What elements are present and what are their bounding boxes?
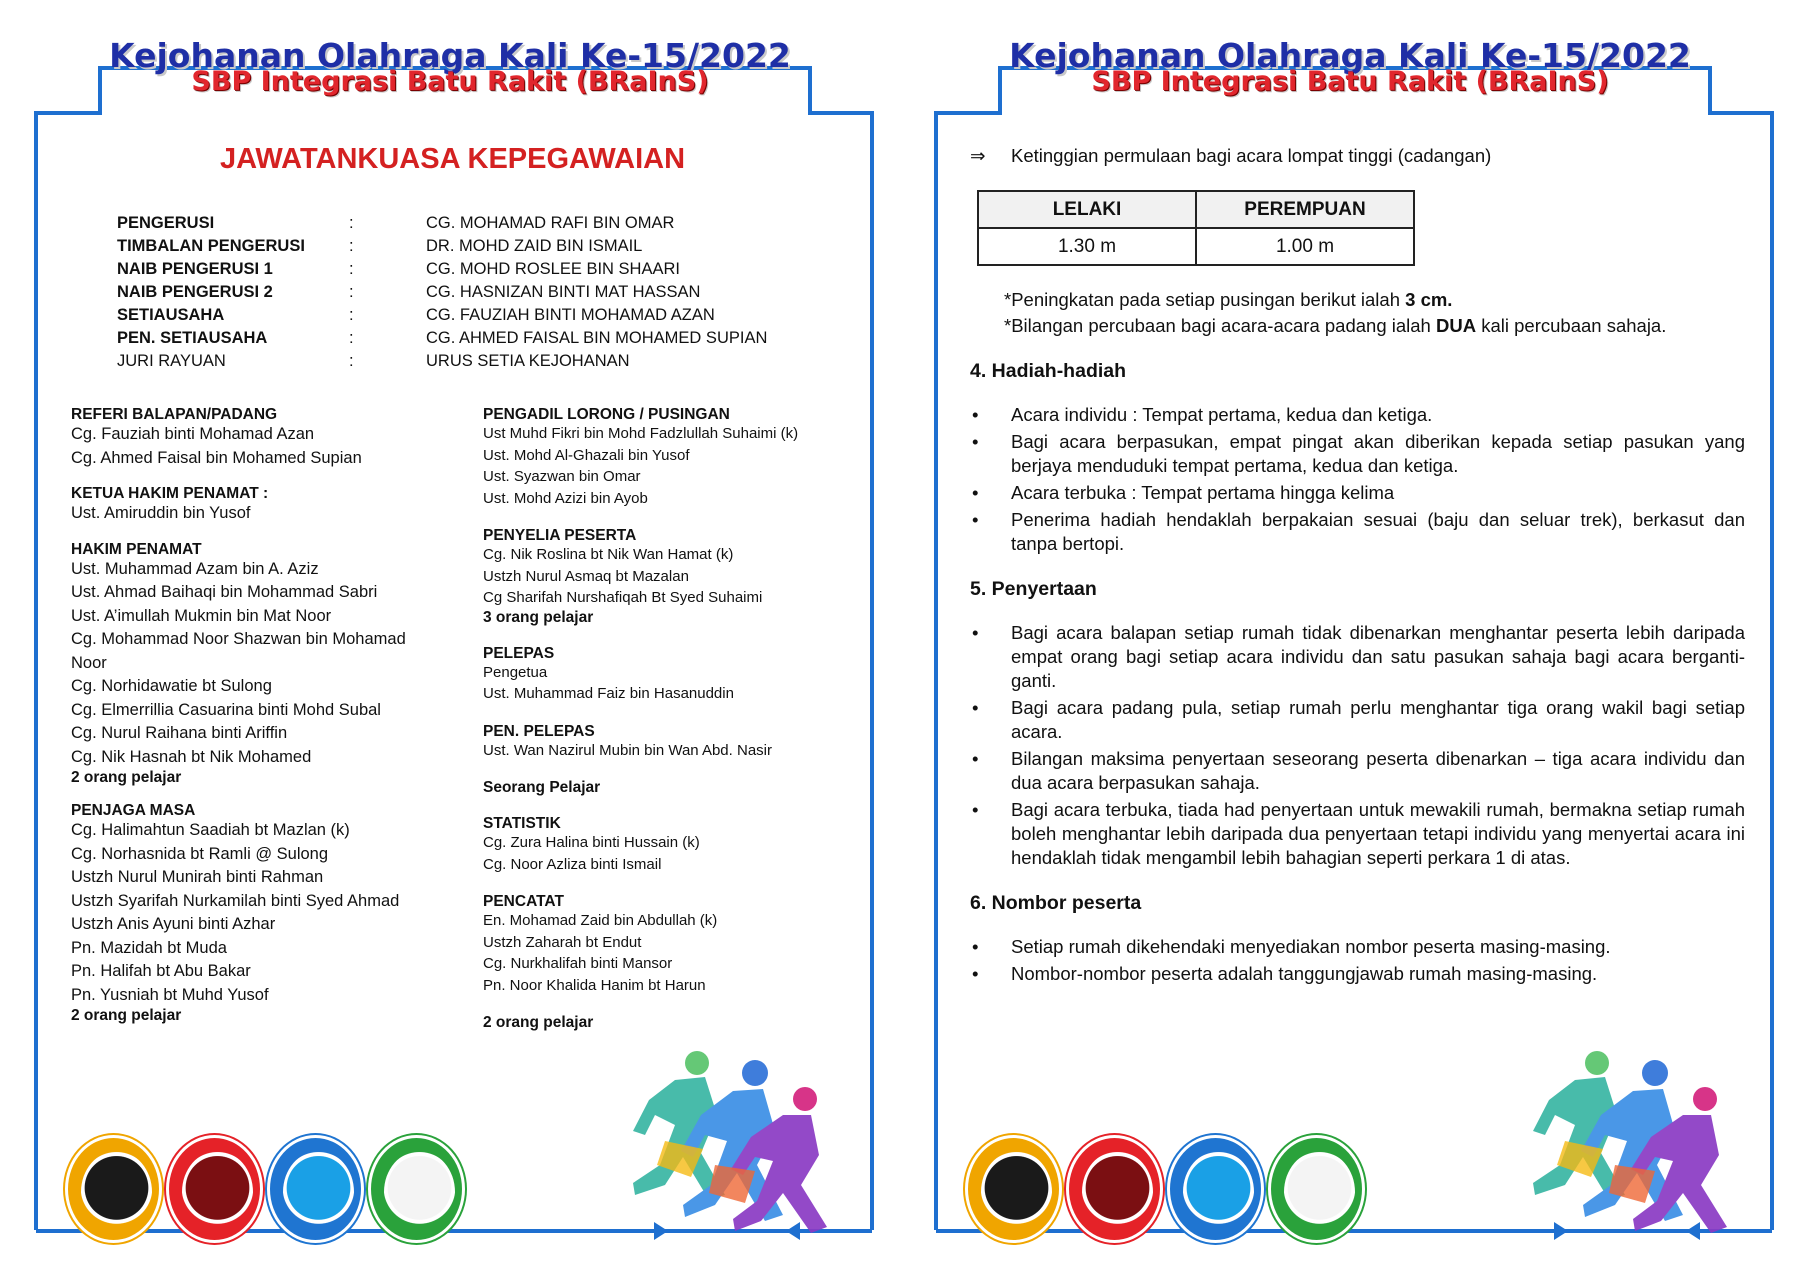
right-page [900, 0, 1800, 1273]
member-name: Ust. A’imullah Mukmin bin Mat Noor [71, 606, 332, 625]
committee-section [483, 779, 853, 797]
student-note: 2 orang pelajar [71, 1007, 182, 1024]
section-title: 6. Nombor peserta [970, 892, 1142, 914]
bullet-text: Bilangan maksima penyertaan seseorang peserta dibenarkan – tiga acara individu dan dua acara berpasukan sahaja. [1011, 748, 1745, 793]
member-name: Pn. Mazidah bt Muda [71, 938, 227, 957]
member-name: Cg. Norhidawatie bt Sulong [71, 677, 272, 695]
member-name: Ust. Muhammad Faiz bin Hasanuddin [483, 685, 734, 702]
role-name: CG. MOHAMAD RAFI BIN OMAR [426, 214, 675, 232]
role-row [117, 350, 767, 373]
role-name: CG. FAUZIAH BINTI MOHAMAD AZAN [426, 306, 715, 324]
role-label: PENGERUSI [117, 214, 215, 232]
section-title: 4. Hadiah-hadiah [970, 360, 1127, 382]
attempts-note [1004, 313, 1784, 339]
committee-right-column [483, 406, 853, 1050]
student-note: Seorang Pelajar [483, 779, 601, 796]
member-name: Cg. Elmerrillia Casuarina binti Mohd Subal [71, 700, 381, 719]
member-name: Ust. Wan Nazirul Mubin bin Wan Abd. Nasir [483, 741, 772, 759]
bullet-icon: • [972, 697, 979, 718]
house-emblem-icon [1284, 1151, 1355, 1233]
committee-section [483, 723, 853, 762]
high-jump-table [977, 190, 1415, 266]
member-name: Ustzh Nurul Munirah binti Rahman [71, 868, 324, 886]
role-name: CG. MOHD ROSLEE BIN SHAARI [426, 260, 680, 278]
member-name: Cg. Nik Roslina bt Nik Wan Hamat (k) [483, 546, 734, 563]
committee-section [483, 527, 853, 627]
member-name: Cg. Nurul Raihana binti Ariffin [71, 724, 288, 742]
note-bold: 3 cm. [1405, 289, 1453, 310]
section-heading: PENYELIA PESERTA [483, 527, 637, 544]
member-name: Cg. Ahmed Faisal bin Mohamed Supian [71, 448, 362, 467]
bullet-icon: • [972, 936, 979, 957]
school-name: SBP Integrasi Batu Rakit (BRaInS) [191, 66, 709, 97]
member-name: Ustzh Anis Ayuni binti Azhar [71, 915, 276, 933]
role-name: DR. MOHD ZAID BIN ISMAIL [426, 237, 643, 255]
committee-section [483, 893, 853, 996]
member-name: Ust. Mohd Azizi bin Ayob [483, 489, 648, 507]
bullet-text: Setiap rumah dikehendaki menyediakan nombor peserta masing-masing. [1011, 936, 1611, 957]
increment-note [1004, 287, 1784, 313]
section-heading: PELEPAS [483, 644, 555, 662]
committee-section [483, 1014, 853, 1032]
section-heading: PENJAGA MASA [71, 802, 196, 819]
bullet-list [970, 621, 1745, 870]
student-note: 2 orang pelajar [483, 1014, 594, 1031]
colon: : [349, 260, 354, 278]
member-name: Ust. Muhammad Azam bin A. Aziz [71, 559, 319, 578]
page-title: JAWATANKUASA KEPEGAWAIAN [219, 143, 686, 175]
list-item [970, 962, 1745, 986]
role-label: SETIAUSAHA [117, 306, 225, 324]
bullet-text: Bagi acara balapan setiap rumah tidak dibenarkan menghantar peserta lebih daripada empat orang bagi setiap acara individu dan satu pasukan sahaja bagi acara berganti-ganti. [1011, 622, 1745, 691]
member-name: Ustzh Syarifah Nurkamilah binti Syed Ahmad [71, 891, 400, 910]
bullet-icon: • [972, 431, 979, 452]
committee-left-column [71, 406, 441, 1040]
section-heading: STATISTIK [483, 815, 561, 832]
house-logo-icon [965, 1135, 1062, 1243]
role-row [117, 235, 767, 258]
colon: : [349, 237, 354, 255]
role-label: NAIB PENGERUSI 2 [117, 283, 273, 301]
member-name: Cg Sharifah Nurshafiqah Bt Syed Suhaimi [483, 589, 763, 606]
bullet-icon: • [972, 963, 979, 984]
bullet-icon: • [972, 799, 979, 820]
member-name: Cg. Nik Hasnah bt Nik Mohamed [71, 747, 312, 766]
note-text: *Bilangan percubaan bagi acara-acara padang ialah [1004, 315, 1436, 336]
member-name: Pn. Halifah bt Abu Bakar [71, 962, 251, 980]
list-item [970, 481, 1745, 505]
member-name: Ustzh Zaharah bt Endut [483, 933, 642, 951]
bullet-list [970, 935, 1745, 986]
bullet-list [970, 403, 1745, 556]
member-name: Ust. Ahmad Baihaqi bin Mohammad Sabri [71, 583, 378, 601]
colon: : [349, 329, 354, 347]
intro-text: Ketinggian permulaan bagi acara lompat tinggi (cadangan) [1011, 145, 1492, 166]
event-header [0, 38, 900, 96]
committee-roles [117, 212, 767, 373]
committee-section [483, 406, 853, 509]
school-name: SBP Integrasi Batu Rakit (BRaInS) [1091, 66, 1609, 97]
colon: : [349, 306, 354, 324]
table-notes [1004, 287, 1784, 339]
list-item [970, 747, 1745, 795]
colon: : [349, 352, 354, 370]
bullet-icon: • [972, 404, 979, 425]
committee-section [71, 485, 441, 526]
house-emblem-icon [182, 1151, 253, 1233]
member-name: Ust Muhd Fikri bin Mohd Fadzlullah Suhaimi (k) [483, 425, 799, 442]
high-jump-intro [970, 145, 1750, 167]
table-cell: 1.30 m [978, 228, 1196, 265]
house-emblem-icon [81, 1151, 152, 1233]
member-name: Cg. Mohammad Noor Shazwan bin Mohamad Noor [71, 630, 406, 672]
student-note: 3 orang pelajar [483, 608, 594, 626]
role-label: JURI RAYUAN [117, 352, 226, 370]
list-item [970, 403, 1745, 427]
committee-section [71, 406, 441, 470]
section-heading: PENCATAT [483, 893, 564, 910]
house-logo-icon [1268, 1135, 1365, 1243]
note-text: kali percubaan sahaja. [1476, 315, 1667, 336]
section-heading: REFERI BALAPAN/PADANG [71, 406, 278, 423]
role-row [117, 327, 767, 350]
member-name: Pn. Noor Khalida Hanim bt Harun [483, 976, 706, 994]
table-cell: 1.00 m [1196, 228, 1414, 265]
member-name: En. Mohamad Zaid bin Abdullah (k) [483, 912, 718, 929]
house-logos [965, 1135, 1365, 1243]
committee-section [483, 815, 853, 875]
bullet-text: Bagi acara padang pula, setiap rumah perlu menghantar tiga orang wakil bagi setiap acara. [1011, 697, 1745, 742]
colon: : [349, 283, 354, 301]
house-emblem-icon [384, 1151, 455, 1233]
table-header-row [978, 191, 1414, 228]
role-label: NAIB PENGERUSI 1 [117, 260, 273, 278]
member-name: Ustzh Nurul Asmaq bt Mazalan [483, 567, 689, 585]
note-bold: DUA [1436, 315, 1477, 336]
member-name: Cg. Nurkhalifah binti Mansor [483, 955, 673, 972]
role-row [117, 258, 767, 281]
member-name: Ust. Syazwan bin Omar [483, 468, 641, 485]
committee-section [71, 802, 441, 1025]
list-item [970, 935, 1745, 959]
house-emblem-icon [283, 1151, 354, 1233]
list-item [970, 696, 1745, 744]
bullet-text: Nombor-nombor peserta adalah tanggungjawab rumah masing-masing. [1011, 963, 1598, 984]
list-item [970, 798, 1745, 870]
member-name: Cg. Fauziah binti Mohamad Azan [71, 425, 315, 443]
role-row [117, 281, 767, 304]
runners-illustration [1505, 1045, 1745, 1235]
role-name: CG. AHMED FAISAL BIN MOHAMED SUPIAN [426, 329, 768, 347]
bullet-icon: • [972, 509, 979, 530]
member-name: Cg. Halimahtun Saadiah bt Mazlan (k) [71, 821, 350, 839]
list-item [970, 508, 1745, 556]
role-label: PEN. SETIAUSAHA [117, 329, 268, 347]
member-name: Cg. Noor Azliza binti Ismail [483, 855, 662, 873]
role-row [117, 212, 767, 235]
house-emblem-icon [1082, 1151, 1153, 1233]
member-name: Ust. Mohd Al-Ghazali bin Yusof [483, 446, 690, 464]
section-heading: HAKIM PENAMAT [71, 540, 202, 558]
bullet-icon: • [972, 622, 979, 643]
arrow-right-icon: ⇒ [970, 145, 986, 166]
house-emblem-icon [1183, 1151, 1254, 1233]
table-header: LELAKI [978, 191, 1196, 228]
role-row [117, 304, 767, 327]
student-note: 2 orang pelajar [71, 769, 182, 786]
bullet-text: Penerima hadiah hendaklah berpakaian sesuai (baju dan seluar trek), berkasut dan tanpa bertopi. [1011, 509, 1745, 554]
role-name: URUS SETIA KEJOHANAN [426, 352, 630, 370]
bullet-icon: • [972, 748, 979, 769]
role-name: CG. HASNIZAN BINTI MAT HASSAN [426, 283, 701, 301]
house-emblem-icon [981, 1151, 1052, 1233]
house-logo-icon [166, 1135, 263, 1243]
member-name: Pengetua [483, 663, 548, 681]
member-name: Cg. Zura Halina binti Hussain (k) [483, 834, 700, 851]
house-logo-icon [1066, 1135, 1163, 1243]
bullet-text: Bagi acara terbuka, tiada had penyertaan untuk mewakili rumah, bermakna setiap rumah boleh menghantar lebih daripada dua penyertaan tetapi individu yang menyertai acara ini hendaklah tidak mengambil lebih bahagian seperti perkara 1 di atas. [1011, 799, 1745, 868]
committee-section [71, 541, 441, 788]
house-logo-icon [368, 1135, 465, 1243]
house-logos [65, 1135, 465, 1243]
house-logo-icon [267, 1135, 364, 1243]
member-name: Pn. Yusniah bt Muhd Yusof [71, 985, 269, 1004]
runners-illustration [605, 1045, 845, 1235]
house-logo-icon [65, 1135, 162, 1243]
member-name: Ust. Amiruddin bin Yusof [71, 504, 251, 522]
bullet-text: Bagi acara berpasukan, empat pingat akan diberikan kepada setiap pasukan yang berjaya menduduki tempat pertama, kedua dan ketiga. [1011, 431, 1745, 476]
table-row [978, 228, 1414, 265]
colon: : [349, 214, 354, 232]
committee-section [483, 645, 853, 705]
list-item [970, 621, 1745, 693]
list-item [970, 430, 1745, 478]
note-text: *Peningkatan pada setiap pusingan berikut ialah [1004, 289, 1406, 310]
section-title: 5. Penyertaan [970, 578, 1097, 600]
table-header: PEREMPUAN [1196, 191, 1414, 228]
bullet-text: Acara terbuka : Tempat pertama hingga kelima [1011, 482, 1395, 503]
rules-sections [970, 360, 1745, 1008]
house-logo-icon [1167, 1135, 1264, 1243]
event-title: Kejohanan Olahraga Kali Ke-15/2022 [1009, 36, 1691, 75]
section-heading: PEN. PELEPAS [483, 722, 595, 740]
role-label: TIMBALAN PENGERUSI [117, 237, 305, 255]
bullet-icon: • [972, 482, 979, 503]
section-heading: KETUA HAKIM PENAMAT : [71, 485, 269, 502]
section-heading: PENGADIL LORONG / PUSINGAN [483, 406, 730, 423]
bullet-text: Acara individu : Tempat pertama, kedua dan ketiga. [1011, 404, 1433, 425]
event-title: Kejohanan Olahraga Kali Ke-15/2022 [109, 36, 791, 75]
member-name: Cg. Norhasnida bt Ramli @ Sulong [71, 844, 329, 863]
event-header [900, 38, 1800, 96]
